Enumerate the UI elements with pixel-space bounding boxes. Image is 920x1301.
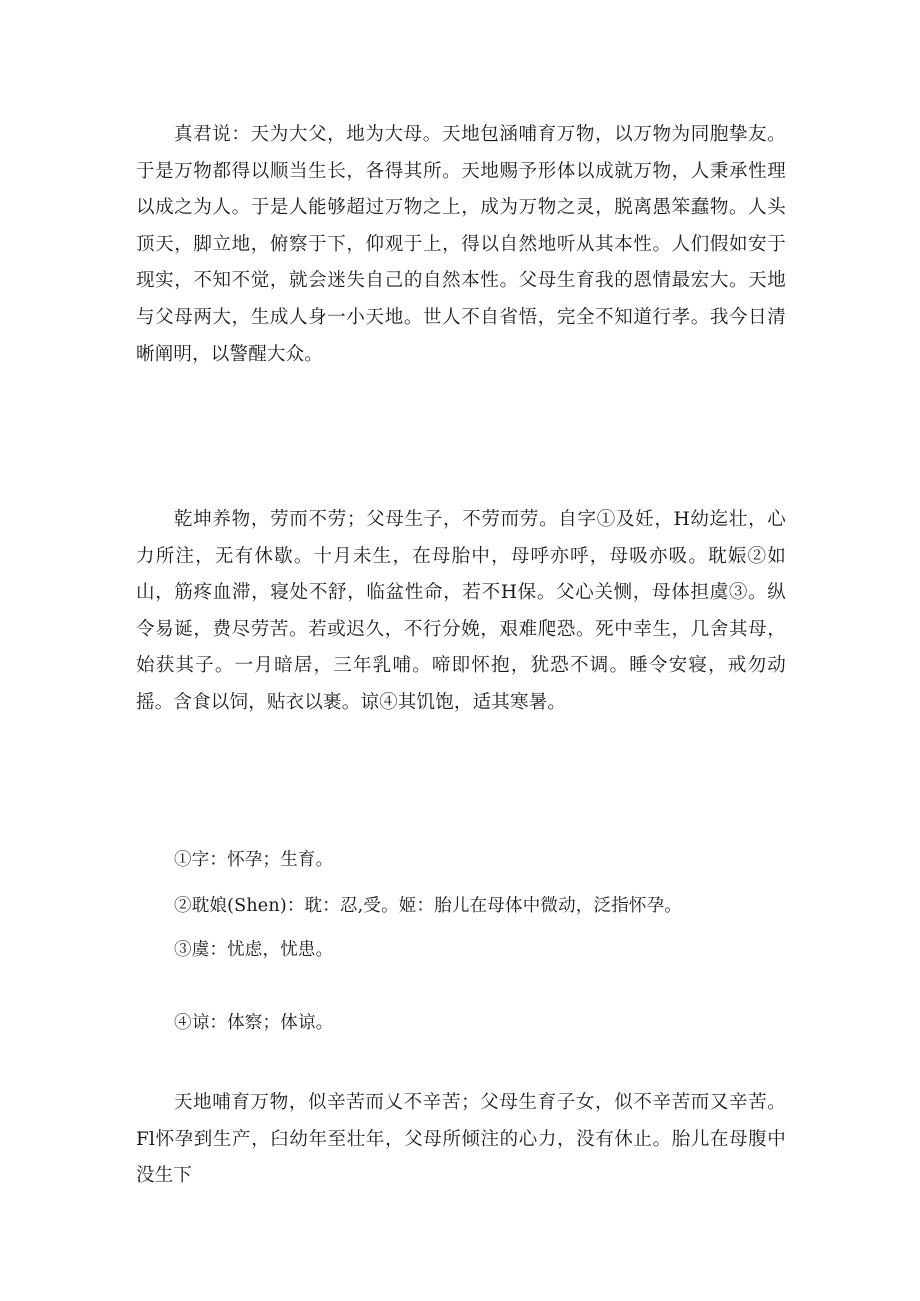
paragraph-original-text: 乾坤养物，劳而不劳；父母生子，不劳而劳。自字①及妊，H幼迄壮，心力所注，无有休歇。十月未生，在母胎中，母呼亦呼，母吸亦吸。耽娠②如山，筋疼血滞，寝处不舒，临盆性命，若不H保。父心关恻，母体担虞③。纵令易诞，费尽劳苦。若或迟久，不行分娩，艰难爬恐。死中幸生，几舍其母，始获其子。一月暗居，三年乳哺。啼即怀抱，犹恐不调。睡令安寝，戒勿动摇。含食以饲，贴衣以裹。谅④其饥饱，适其寒暑。 — [136, 509, 786, 713]
footnote-4: ④谅：体察；体谅。 — [174, 1013, 334, 1033]
footnote-1: ①字：怀孕；生育。 — [174, 850, 334, 870]
footnote-3: ③虞：忧虑，忧患。 — [174, 940, 334, 960]
paragraph-translation-1: 真君说：天为大父，地为大母。天地包涵哺育万物，以万物为同胞挚友。于是万物都得以顺当生长，各得其所。天地赐予形体以成就万物，人秉承性理以成之为人。于是人能够超过万物之上，成为万物之灵，脱离愚笨蠢物。人头顶天，脚立地，俯察于下，仰观于上，得以自然地听从其本性。人们假如安于现实，不知不觉，就会迷失自己的自然本性。父母生育我的恩情最宏大。天地与父母两大，生成人身一小天地。世人不自省悟，完全不知道行孝。我今日清晰阐明，以警醒大众。 — [136, 124, 786, 365]
footnote-2: ②耽娘(Shen)：耽：忍,受。姬：胎儿在母体中微动，泛指怀孕。 — [174, 896, 683, 916]
paragraph-translation-2: 天地哺育万物，似辛苦而乂不辛苦；父母生育子女，似不辛苦而又辛苦。Fl怀孕到生产，臼幼年至壮年，父母所倾注的心力，没有休止。胎儿在母腹中没生下 — [136, 1092, 786, 1187]
